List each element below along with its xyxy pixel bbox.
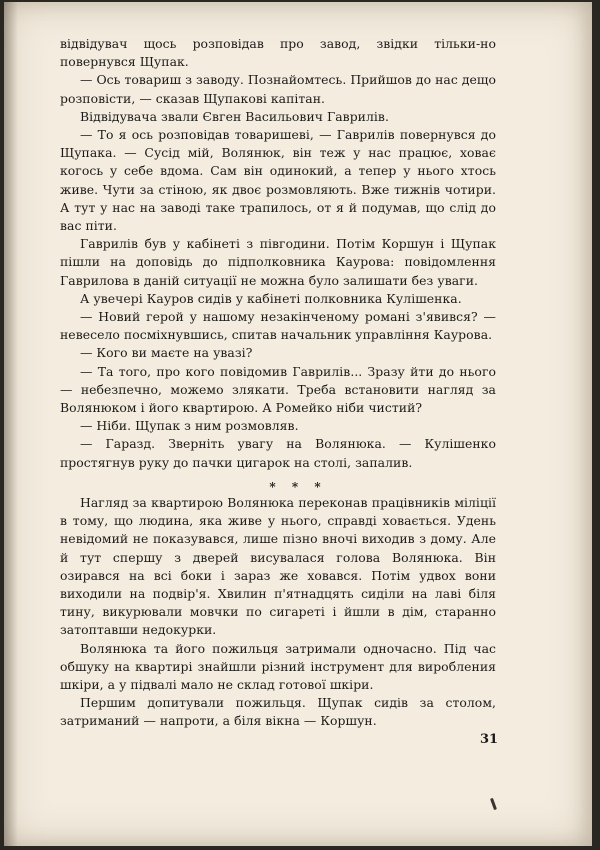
book-page — [4, 2, 592, 846]
paragraph: Нагляд за квартирою Волянюка переконав працівників міліції в тому, що людина, яка живе у нього, справді ховається. Удень невідомий не показувався, лише пізно вночі виходив з дому. Але й тут спершу з дверей висувалася голова Волянюка. Він озирався на всі боки і зараз же ховався. Потім удвох вони виходили на подвір'я. Хвилин п'ятнадцять сиділи на лаві біля тину, викурювали мовчки по сигареті і йшли в дім, старанно затоптавши недокурки. — [60, 495, 496, 638]
paragraph: відвідувач щось розповідав про завод, звідки тільки-но повернувся Щупак. — [60, 36, 496, 70]
page-number: 31 — [480, 732, 499, 747]
page-gutter-shadow — [4, 2, 18, 846]
text-block-top — [60, 35, 496, 472]
paragraph: А увечері Кауров сидів у кабінеті полковника Кулішенка. — [80, 290, 462, 306]
paragraph: — Гаразд. Зверніть увагу на Волянюка. — Кулішенко простягнув руку до пачки цигарок на столі, запалив. — [60, 436, 496, 470]
paragraph: Гаврилів був у кабінеті з півгодини. Потім Коршун і Щупак пішли на доповідь до підполковника Каурова: повідомлення Гаврилова в даній ситуації не можна було залишати без уваги. — [60, 236, 496, 288]
paragraph: — Кого ви маєте на увазі? — [80, 345, 253, 361]
paragraph: Відвідувача звали Євген Васильович Гаврилів. — [80, 108, 389, 124]
paragraph: — Ніби. Щупак з ним розмовляв. — [80, 418, 299, 434]
paragraph: — Та того, про кого повідомив Гаврилів... Зразу йти до нього — небезпечно, можемо злякати. Треба встановити нагляд за Волянюком і його квартирою. А Ромейко ніби чистий? — [60, 363, 496, 416]
paragraph: — То я ось розповідав товаришеві, — Гаврилів повернувся до Щупака. — Сусід мій, Волянюк, він теж у нас працює, ховає когось у себе вдома. Сам він одинокий, а тепер у нього хтось живе. Чути за стіною, як двоє розмовляють. Вже тижнів чотири. А тут у нас на заводі таке трапилось, от я й подумав, що слід до вас піти. — [60, 127, 496, 234]
paragraph: — Ось товариш з заводу. Познайомтесь. Прийшов до нас дещо розповісти, — сказав Щупакові капітан. — [60, 72, 496, 106]
paragraph: — Новий герой у нашому незакінченому романі з'явився? — невесело посміхнувшись, спитав начальник управління Каурова. — [60, 309, 496, 343]
paragraph: Першим допитували пожильця. Щупак сидів за столом, затриманий — напроти, а біля вікна — Коршун. — [60, 695, 496, 729]
text-block-bottom — [60, 494, 496, 731]
paper-speck — [490, 798, 497, 810]
paragraph: Волянюка та його пожильця затримали одночасно. Під час обшуку на квартирі знайшли різний інструмент для виробления шкіри, а у підвалі мало не склад готової шкіри. — [60, 640, 496, 693]
section-separator: * * * — [269, 480, 327, 494]
